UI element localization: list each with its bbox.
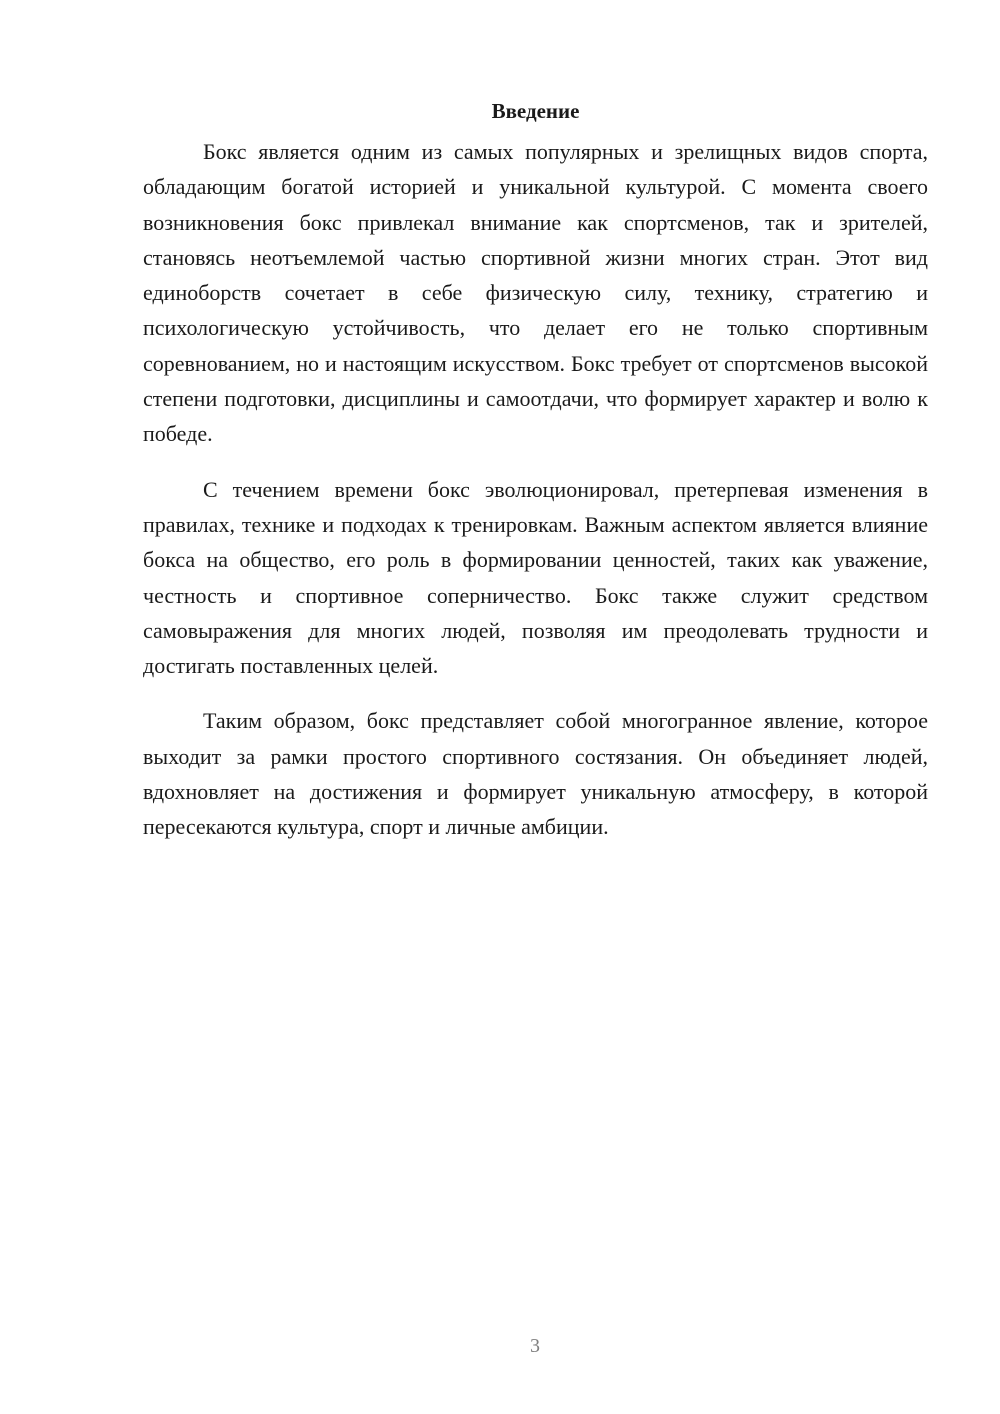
- section-heading: Введение: [491, 99, 580, 123]
- paragraph-intro: Бокс является одним из самых популярных и зрелищных видов спорта, обладающим богатой историей и уникальной культурой. С момента своего возникновения бокс привлекал внимание как спортсменов, так и зрителей, становясь неотъемлемой частью спортивной жизни многих стран. Этот вид единоборств сочетает в себе физическую силу, технику, стратегию и психологическую устойчивость, что делает его не только спортивным соревнованием, но и настоящим искусством. Бокс требует от спортсменов высокой степени подготовки, дисциплины и самоотдачи, что формирует характер и волю к победе.: [143, 139, 928, 447]
- page-number: 3: [530, 1335, 540, 1357]
- document-body: [143, 96, 928, 865]
- paragraph-conclusion: Таким образом, бокс представляет собой многогранное явление, которое выходит за рамки простого спортивного состязания. Он объединяет людей, вдохновляет на достижения и формирует уникальную атмосферу, в которой пересекаются культура, спорт и личные амбиции.: [143, 708, 928, 840]
- paragraph-evolution: С течением времени бокс эволюционировал, претерпевая изменения в правилах, технике и подходах к тренировкам. Важным аспектом является влияние бокса на общество, его роль в формировании ценностей, таких как уважение, честность и спортивное соперничество. Бокс также служит средством самовыражения для многих людей, позволяя им преодолевать трудности и достигать поставленных целей.: [143, 476, 928, 679]
